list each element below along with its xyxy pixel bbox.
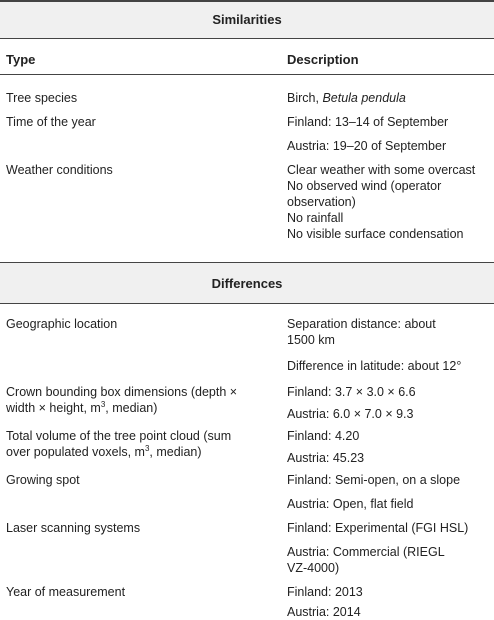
row-desc-spot-finland: Finland: Semi-open, on a slope bbox=[287, 473, 461, 487]
differences-title: Differences bbox=[211, 276, 283, 291]
row-desc-latitude: Difference in latitude: about 12° bbox=[287, 359, 462, 373]
row-type-time-of-year: Time of the year bbox=[6, 115, 96, 129]
row-type-crown-dimensions: Crown bounding box dimensions (depth × width × height, $m^3$, median) bbox=[6, 385, 238, 415]
row-desc-spot-austria: Austria: Open, flat field bbox=[287, 497, 414, 511]
row-desc-time-finland: Finland: 13–14 of September bbox=[287, 115, 449, 129]
row-type-weather: Weather conditions bbox=[6, 163, 113, 177]
row-desc-laser-austria: Austria: Commercial (RIEGL VZ-4000) bbox=[287, 545, 445, 575]
row-desc-year-finland: Finland: 2013 bbox=[287, 585, 363, 599]
similarities-title: Similarities bbox=[212, 12, 282, 27]
row-desc-time-austria: Austria: 19–20 of September bbox=[287, 139, 447, 153]
header-rule bbox=[0, 74, 494, 75]
column-header-description: Description bbox=[287, 52, 359, 67]
row-desc-laser-finland: Finland: Experimental (FGI HSL) bbox=[287, 521, 469, 535]
row-type-geographic-location: Geographic location bbox=[6, 317, 118, 331]
row-desc-volume-austria: Austria: 45.23 bbox=[287, 451, 365, 465]
row-desc-year-austria: Austria: 2014 bbox=[287, 605, 361, 619]
differences-rule bbox=[0, 303, 494, 304]
row-desc-weather: Clear weather with some overcast No observed wind (operator observation) No rainfall No visible surface condensation bbox=[287, 163, 476, 241]
row-type-total-volume: Total volume of the tree point cloud (sum over populated voxels, $m^3$, median) bbox=[6, 429, 232, 459]
row-desc-volume-finland: Finland: 4.20 bbox=[287, 429, 360, 443]
row-type-year: Year of measurement bbox=[6, 585, 126, 599]
row-desc-tree-species: Birch, Betula pendula bbox=[287, 91, 406, 105]
row-desc-crown-austria: Austria: 6.0 × 7.0 × 9.3 bbox=[287, 407, 414, 421]
row-type-laser-systems: Laser scanning systems bbox=[6, 521, 141, 535]
row-type-growing-spot: Growing spot bbox=[6, 473, 80, 487]
column-header-type: Type bbox=[6, 52, 36, 67]
row-desc-crown-finland: Finland: 3.7 × 3.0 × 6.6 bbox=[287, 385, 416, 399]
similarities-rule bbox=[0, 38, 494, 39]
row-type-tree-species: Tree species bbox=[6, 91, 78, 105]
row-desc-separation: Separation distance: about 1500 km bbox=[287, 317, 436, 347]
